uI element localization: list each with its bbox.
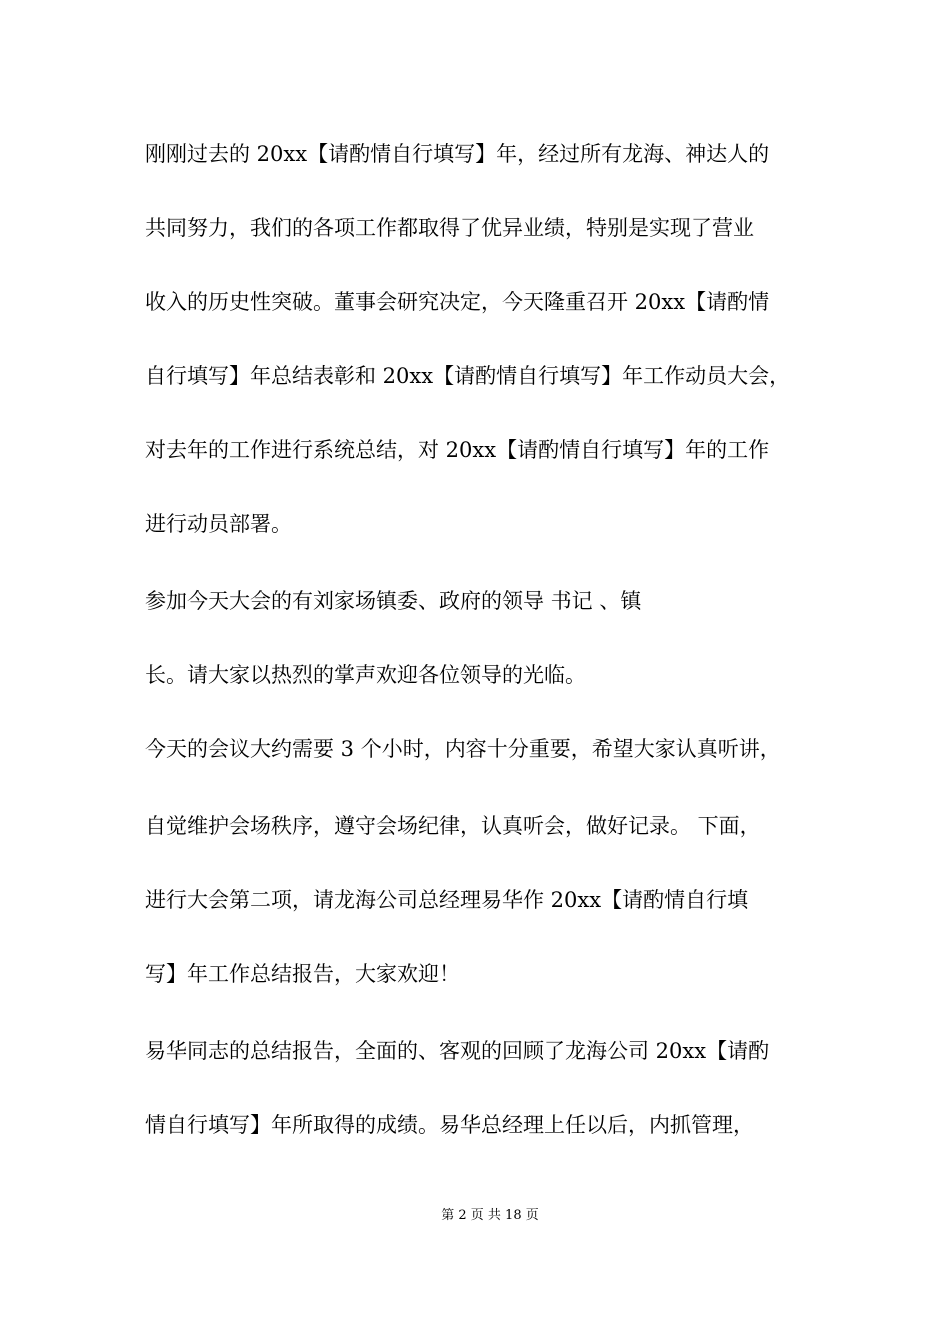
paragraph-line: 易华同志的总结报告，全面的、客观的回顾了龙海公司 20xx【请酌 bbox=[145, 1039, 770, 1063]
paragraph-line: 参加今天大会的有刘家场镇委、政府的领导 书记 、镇 bbox=[145, 589, 642, 613]
paragraph-line: 写】年工作总结报告，大家欢迎！ bbox=[145, 962, 460, 986]
paragraph-line: 自觉维护会场秩序，遵守会场纪律，认真听会，做好记录。 下面， bbox=[145, 814, 761, 838]
paragraph-line: 长。请大家以热烈的掌声欢迎各位领导的光临。 bbox=[145, 663, 586, 687]
paragraph-line: 自行填写】年总结表彰和 20xx【请酌情自行填写】年工作动员大会， bbox=[145, 364, 791, 388]
paragraph-line: 共同努力，我们的各项工作都取得了优异业绩，特别是实现了营业 bbox=[145, 216, 754, 240]
paragraph-line: 收入的历史性突破。董事会研究决定，今天隆重召开 20xx【请酌情 bbox=[145, 290, 770, 314]
paragraph-line: 今天的会议大约需要 3 个小时，内容十分重要，希望大家认真听讲， bbox=[145, 737, 781, 761]
page-number-footer: 第 2 页 共 18 页 bbox=[441, 1208, 539, 1223]
paragraph-line: 情自行填写】年所取得的成绩。易华总经理上任以后，内抓管理， bbox=[145, 1113, 754, 1137]
paragraph-line: 刚刚过去的 20xx【请酌情自行填写】年，经过所有龙海、神达人的 bbox=[145, 142, 770, 166]
paragraph-line: 进行大会第二项，请龙海公司总经理易华作 20xx【请酌情自行填 bbox=[145, 888, 749, 912]
paragraph-line: 对去年的工作进行系统总结，对 20xx【请酌情自行填写】年的工作 bbox=[145, 438, 770, 462]
paragraph-line: 进行动员部署。 bbox=[145, 512, 292, 536]
